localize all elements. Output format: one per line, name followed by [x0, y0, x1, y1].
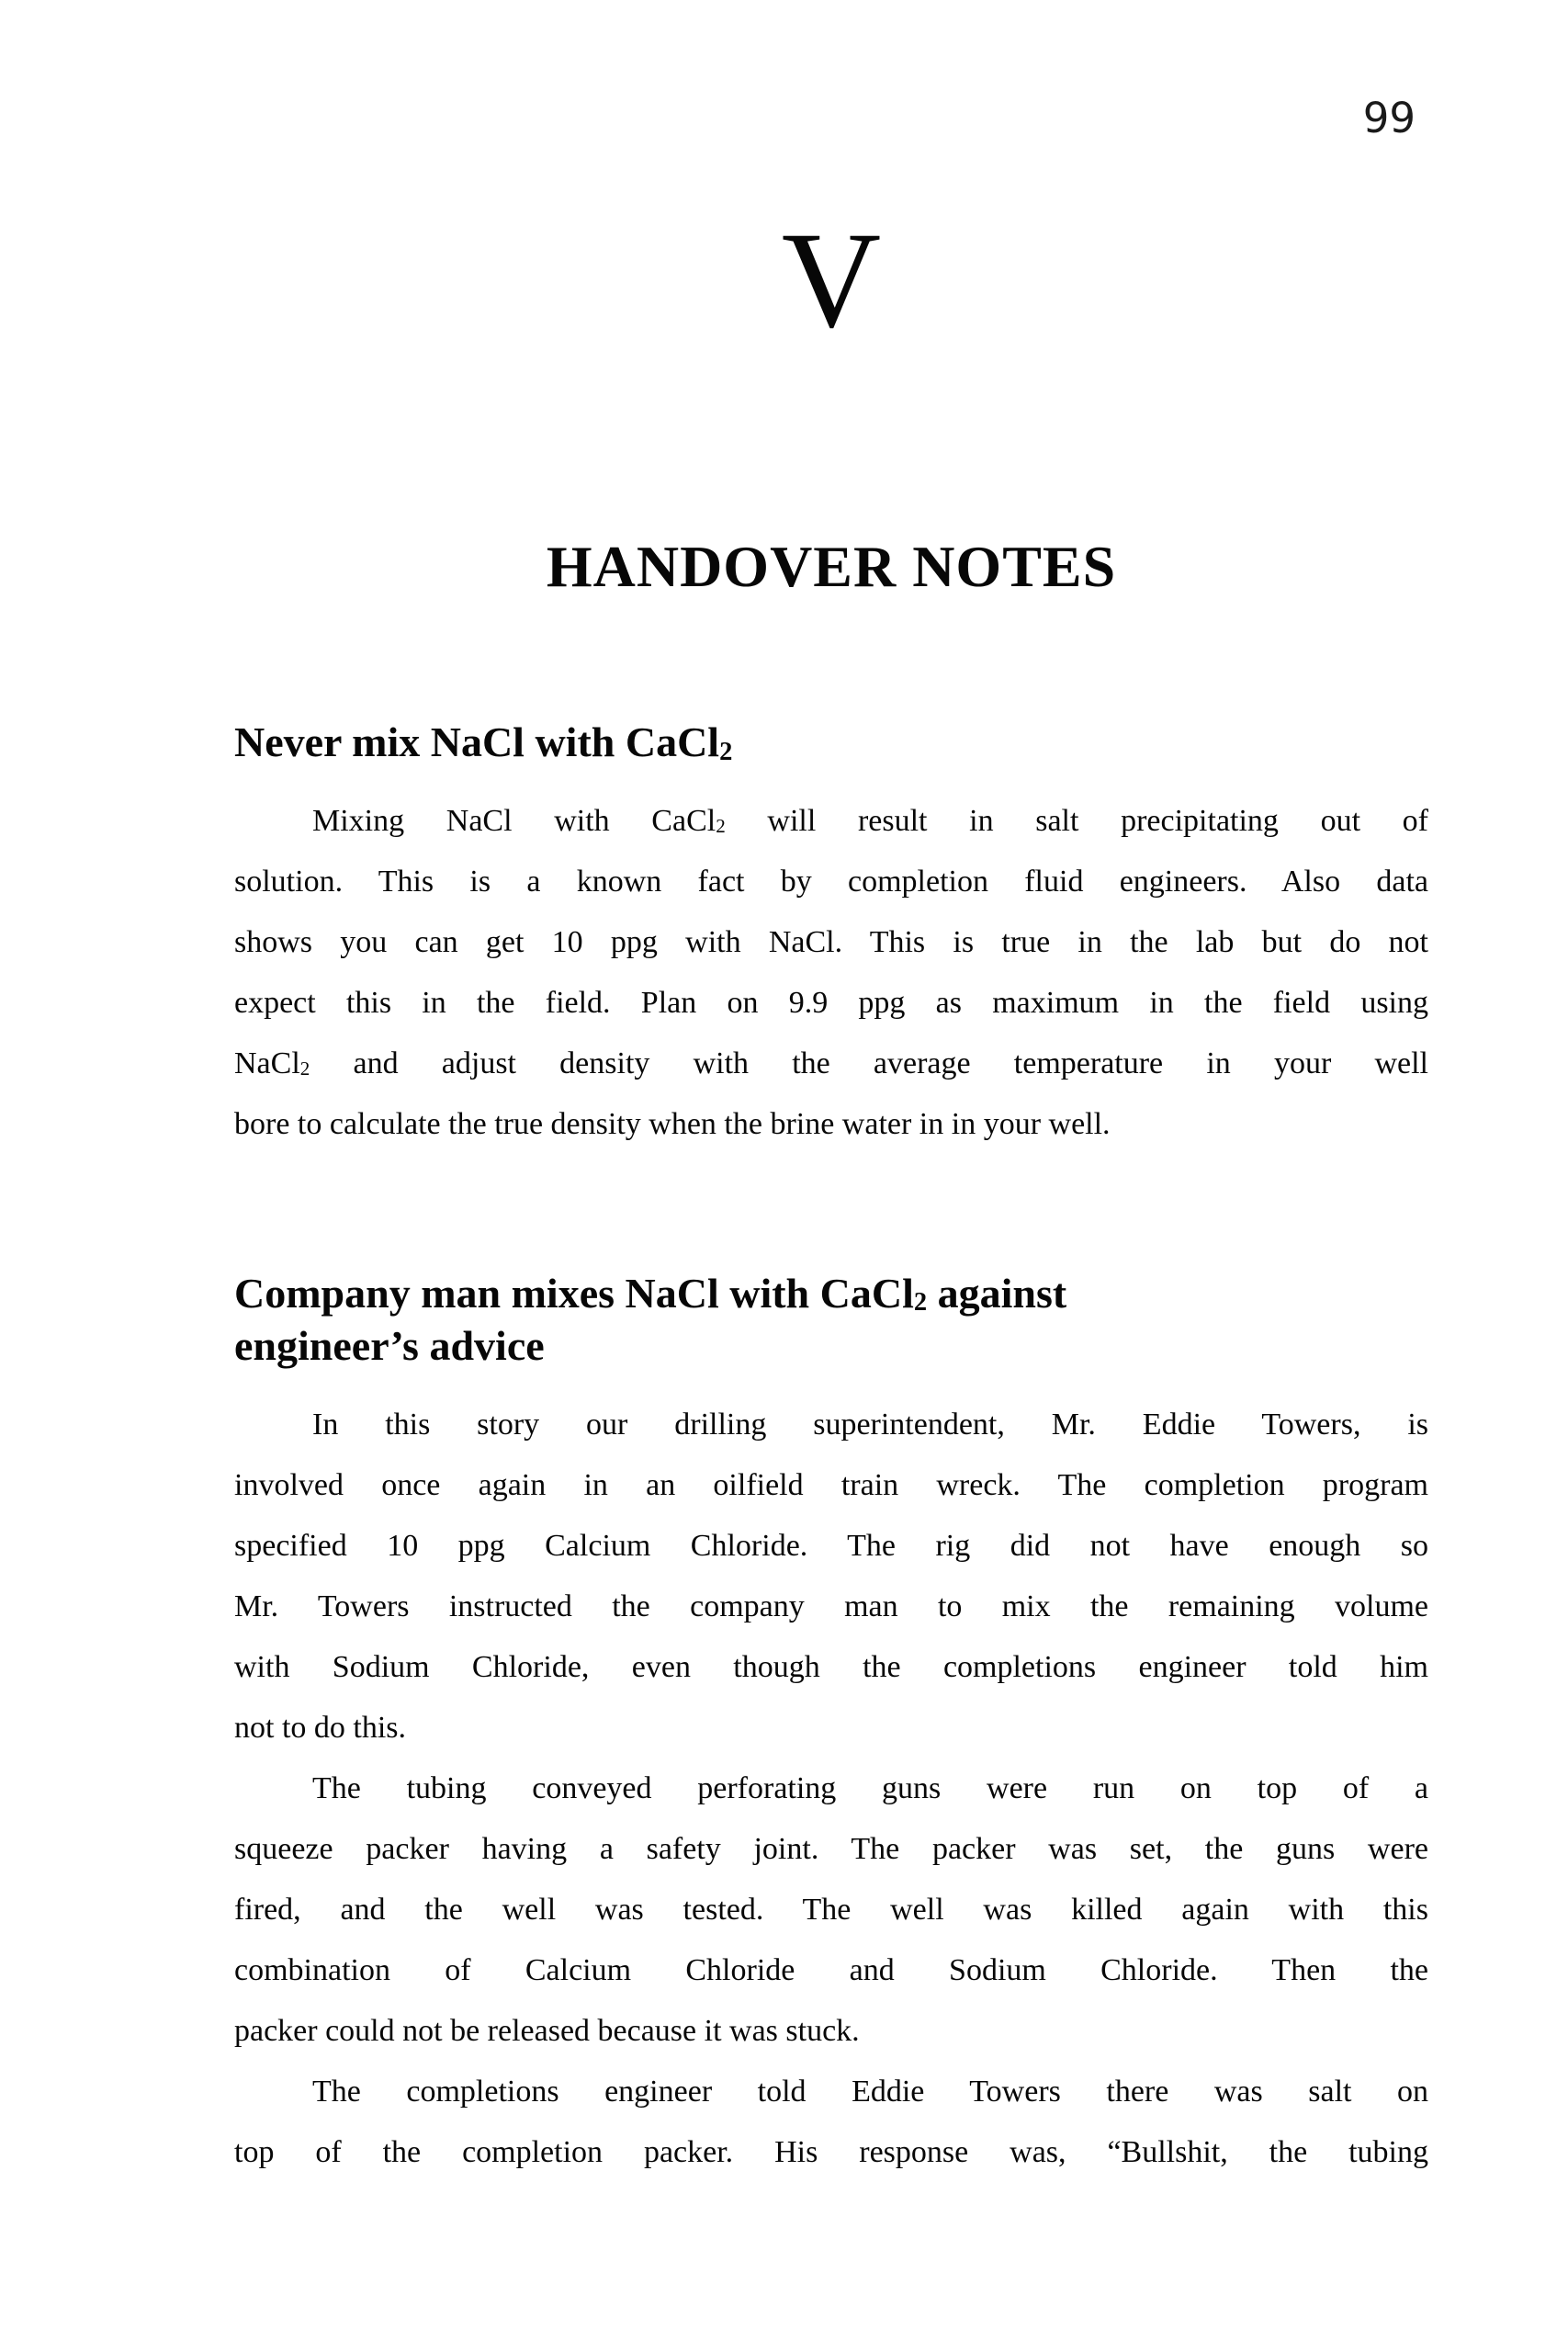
text-line: involved once again in an oilfield train wreck. The completion program — [234, 1467, 1428, 1502]
chapter-numeral: V — [781, 204, 882, 356]
section — [234, 1267, 1428, 2183]
text-line: NaCl$_2$ and adjust density with the average temperature in your well — [234, 1046, 1428, 1080]
chapter-title: HANDOVER NOTES — [546, 534, 1117, 599]
text-line: combination of Calcium Chloride and Sodium Chloride. Then the — [234, 1952, 1428, 1987]
text-line: not to do this. — [234, 1710, 407, 1745]
paragraph — [234, 791, 1428, 1155]
section-heading — [234, 716, 1428, 769]
paragraph — [234, 2062, 1428, 2183]
text-line: bore to calculate the true density when the brine water in in your well. — [234, 1106, 1111, 1141]
section — [234, 716, 1428, 1155]
page-content — [0, 204, 1568, 2183]
text-line: solution. This is a known fact by completion fluid engineers. Also data — [234, 864, 1428, 899]
heading-line: engineer’s advice — [234, 1322, 545, 1369]
text-line: packer could not be released because it was stuck. — [234, 2013, 860, 2048]
text-line: The completions engineer told Eddie Towers there was salt on — [312, 2074, 1428, 2109]
paragraph — [234, 1758, 1428, 2062]
text-line: The tubing conveyed perforating guns were run on top of a — [312, 1770, 1428, 1805]
text-line: Mixing NaCl with CaCl$_2$ will result in salt precipitating out of — [312, 803, 1429, 838]
heading-line: Company man mixes NaCl with CaCl$_2$ against — [234, 1269, 1067, 1317]
text-line: squeeze packer having a safety joint. The packer was set, the guns were — [234, 1831, 1428, 1866]
page-number: 99 — [1362, 94, 1416, 142]
section-heading — [234, 1267, 1428, 1373]
text-line: shows you can get 10 ppg with NaCl. This is true in the lab but do not — [234, 924, 1428, 959]
paragraph — [234, 1395, 1428, 1758]
text-line: fired, and the well was tested. The well was killed again with this — [234, 1892, 1428, 1927]
text-line: specified 10 ppg Calcium Chloride. The rig did not have enough so — [234, 1528, 1428, 1563]
text-line: with Sodium Chloride, even though the completions engineer told him — [234, 1649, 1428, 1684]
text-line: Mr. Towers instructed the company man to mix the remaining volume — [234, 1589, 1428, 1623]
heading-line: Never mix NaCl with CaCl$_2$ — [234, 718, 733, 766]
text-line: expect this in the field. Plan on 9.9 ppg as maximum in the field using — [234, 985, 1428, 1020]
text-line: top of the completion packer. His response was, “Bullshit, the tubing — [234, 2134, 1428, 2169]
text-line: In this story our drilling superintendent, Mr. Eddie Towers, is — [312, 1407, 1428, 1442]
